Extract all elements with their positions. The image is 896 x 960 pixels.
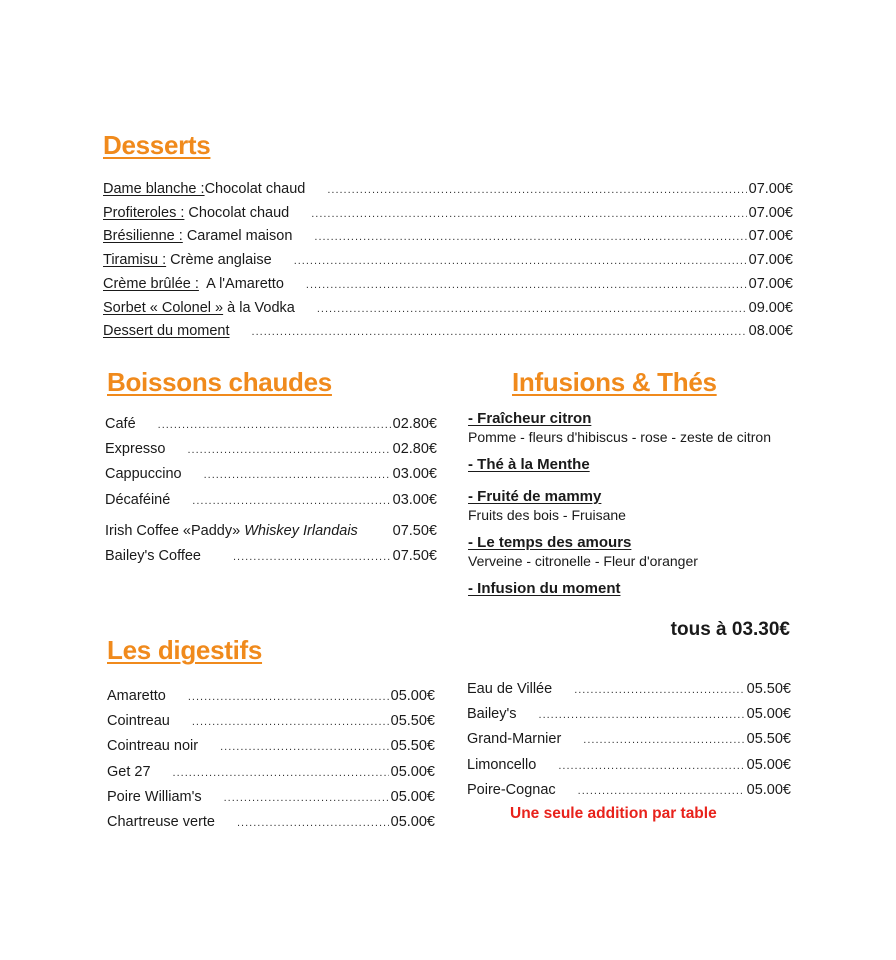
item-name: Bailey's Coffee: [105, 548, 201, 565]
item-name: Limoncello: [467, 756, 537, 773]
item-name: Dessert du moment: [103, 323, 230, 340]
leader-dots: [192, 710, 389, 734]
digestifs-heading: Les digestifs: [107, 635, 263, 665]
item-name: Sorbet « Colonel »: [103, 299, 224, 316]
item-name: Expresso: [105, 441, 166, 458]
item-name: Cappuccino: [105, 466, 182, 483]
item-name: Poire-Cognac: [467, 781, 556, 798]
item-name: Eau de Villée: [467, 681, 553, 697]
list-item: [468, 409, 808, 446]
list-item: [107, 709, 435, 734]
item-desc: Caramel maison: [182, 228, 293, 245]
list-item: [467, 727, 791, 752]
leader-dots: [158, 413, 391, 437]
item-price: 05.00€: [746, 706, 791, 723]
leader-dots: [188, 685, 389, 709]
list-item: [105, 437, 437, 462]
item-name: Dame blanche :: [103, 181, 205, 197]
item-price: 02.80€: [392, 441, 437, 458]
item-desc: à la Vodka: [223, 299, 295, 316]
digestifs-list-left: [107, 684, 435, 835]
infusions-heading: Infusions & Thés: [512, 367, 717, 397]
leader-dots: [314, 226, 746, 249]
item-price: 05.00€: [746, 781, 791, 798]
item-price: 09.00€: [748, 299, 793, 316]
item-price: 05.00€: [746, 756, 791, 773]
list-item: [467, 677, 791, 702]
item-name: Chartreuse verte: [107, 814, 215, 831]
list-item: [103, 320, 793, 344]
list-item: [105, 462, 437, 487]
leader-dots: [224, 786, 389, 810]
item-desc: Crème anglaise: [166, 252, 272, 269]
list-item: [103, 202, 793, 226]
item-name: Amaretto: [107, 688, 166, 704]
list-item: [107, 734, 435, 759]
list-item: [468, 579, 808, 598]
item-price: 05.50€: [746, 731, 791, 748]
boissons-heading: Boissons chaudes: [107, 367, 332, 397]
item-price: 07.00€: [748, 252, 793, 269]
item-desc: Chocolat chaud: [204, 181, 306, 197]
item-name: Tiramisu :: [103, 252, 167, 269]
infusion-name: - Fraîcheur citron: [468, 410, 592, 427]
leader-dots: [220, 735, 389, 759]
leader-dots: [578, 779, 745, 803]
list-item: [103, 178, 793, 202]
infusion-name: - Infusion du moment: [468, 580, 621, 597]
list-item: [468, 487, 808, 524]
infusions-list: [468, 409, 808, 607]
desserts-heading: Desserts: [103, 130, 211, 160]
footer-note: Une seule addition par table: [510, 805, 717, 822]
leader-dots: [204, 463, 391, 487]
leader-dots: [252, 321, 747, 344]
item-price: 05.50€: [390, 713, 435, 730]
list-item: [103, 225, 793, 249]
item-price: 05.00€: [390, 814, 435, 831]
infusion-desc: Fruits des bois - Fruisane: [468, 507, 626, 523]
item-name: Cointreau noir: [107, 738, 199, 755]
item-name: Décaféiné: [105, 491, 171, 508]
list-item: [105, 488, 437, 513]
digestifs-list-right: [467, 677, 791, 803]
list-item: [467, 778, 791, 803]
list-item: [107, 684, 435, 709]
leader-dots: [306, 274, 747, 297]
item-price: 07.00€: [748, 275, 793, 292]
leader-dots: [233, 545, 391, 569]
item-name: Poire William's: [107, 788, 202, 805]
leader-dots: [311, 203, 746, 226]
list-item: [103, 273, 793, 297]
list-item: [468, 533, 808, 570]
leader-dots: [574, 678, 744, 702]
list-item: [107, 760, 435, 785]
item-price: 02.80€: [392, 416, 437, 432]
item-price: 03.00€: [392, 466, 437, 483]
boissons-list: [105, 412, 437, 569]
leader-dots: [294, 250, 747, 273]
item-price: 05.00€: [390, 688, 435, 704]
list-item: [467, 753, 791, 778]
leader-dots: [539, 703, 745, 727]
list-item: [468, 455, 808, 474]
leader-dots: [192, 489, 390, 513]
item-name: Profiteroles :: [103, 204, 185, 221]
list-item: [105, 544, 437, 569]
infusions-price: tous à 03.30€: [670, 619, 790, 640]
leader-dots: [187, 438, 390, 462]
list-item: [107, 785, 435, 810]
leader-dots: [173, 761, 389, 785]
item-name: Cointreau: [107, 713, 170, 730]
item-price: 07.00€: [748, 228, 793, 245]
item-price: 07.50€: [392, 548, 437, 565]
item-name: Brésilienne :: [103, 228, 183, 245]
infusion-name: - Le temps des amours: [468, 534, 632, 551]
leader-dots: [237, 811, 389, 835]
infusion-desc: Verveine - citronelle - Fleur d'oranger: [468, 553, 698, 569]
item-price: 05.00€: [390, 763, 435, 780]
infusion-desc: Pomme - fleurs d'hibiscus - rose - zeste de citron: [468, 429, 772, 445]
item-name: Bailey's: [467, 706, 517, 723]
list-item: [103, 297, 793, 321]
infusion-name: - Thé à la Menthe: [468, 456, 590, 473]
list-item: [103, 249, 793, 273]
leader-dots: [317, 298, 747, 321]
item-price: 05.00€: [390, 788, 435, 805]
item-price: 07.00€: [748, 181, 793, 197]
item-price: 07.50€: [392, 522, 437, 539]
item-price: 05.50€: [390, 738, 435, 755]
list-item: [105, 412, 437, 437]
item-name: Grand-Marnier: [467, 731, 562, 748]
infusion-name: - Fruité de mammy: [468, 488, 602, 505]
item-name: Irish Coffee «Paddy»: [105, 522, 245, 539]
item-price: 05.50€: [746, 681, 791, 697]
list-item: [105, 519, 437, 544]
item-name: Crème brûlée :: [103, 275, 199, 292]
item-price: 07.00€: [748, 204, 793, 221]
desserts-list: [103, 178, 793, 344]
item-price: 08.00€: [748, 323, 793, 340]
list-item: [467, 702, 791, 727]
item-name: Café: [105, 416, 136, 432]
leader-dots: [327, 179, 746, 202]
leader-dots: [558, 754, 744, 778]
item-desc: Chocolat chaud: [184, 204, 290, 221]
list-item: [107, 810, 435, 835]
item-desc: A l'Amaretto: [198, 275, 284, 292]
item-name: Get 27: [107, 763, 151, 780]
item-price: 03.00€: [392, 491, 437, 508]
leader-dots: [583, 728, 744, 752]
item-desc: Whiskey Irlandais: [244, 522, 358, 539]
